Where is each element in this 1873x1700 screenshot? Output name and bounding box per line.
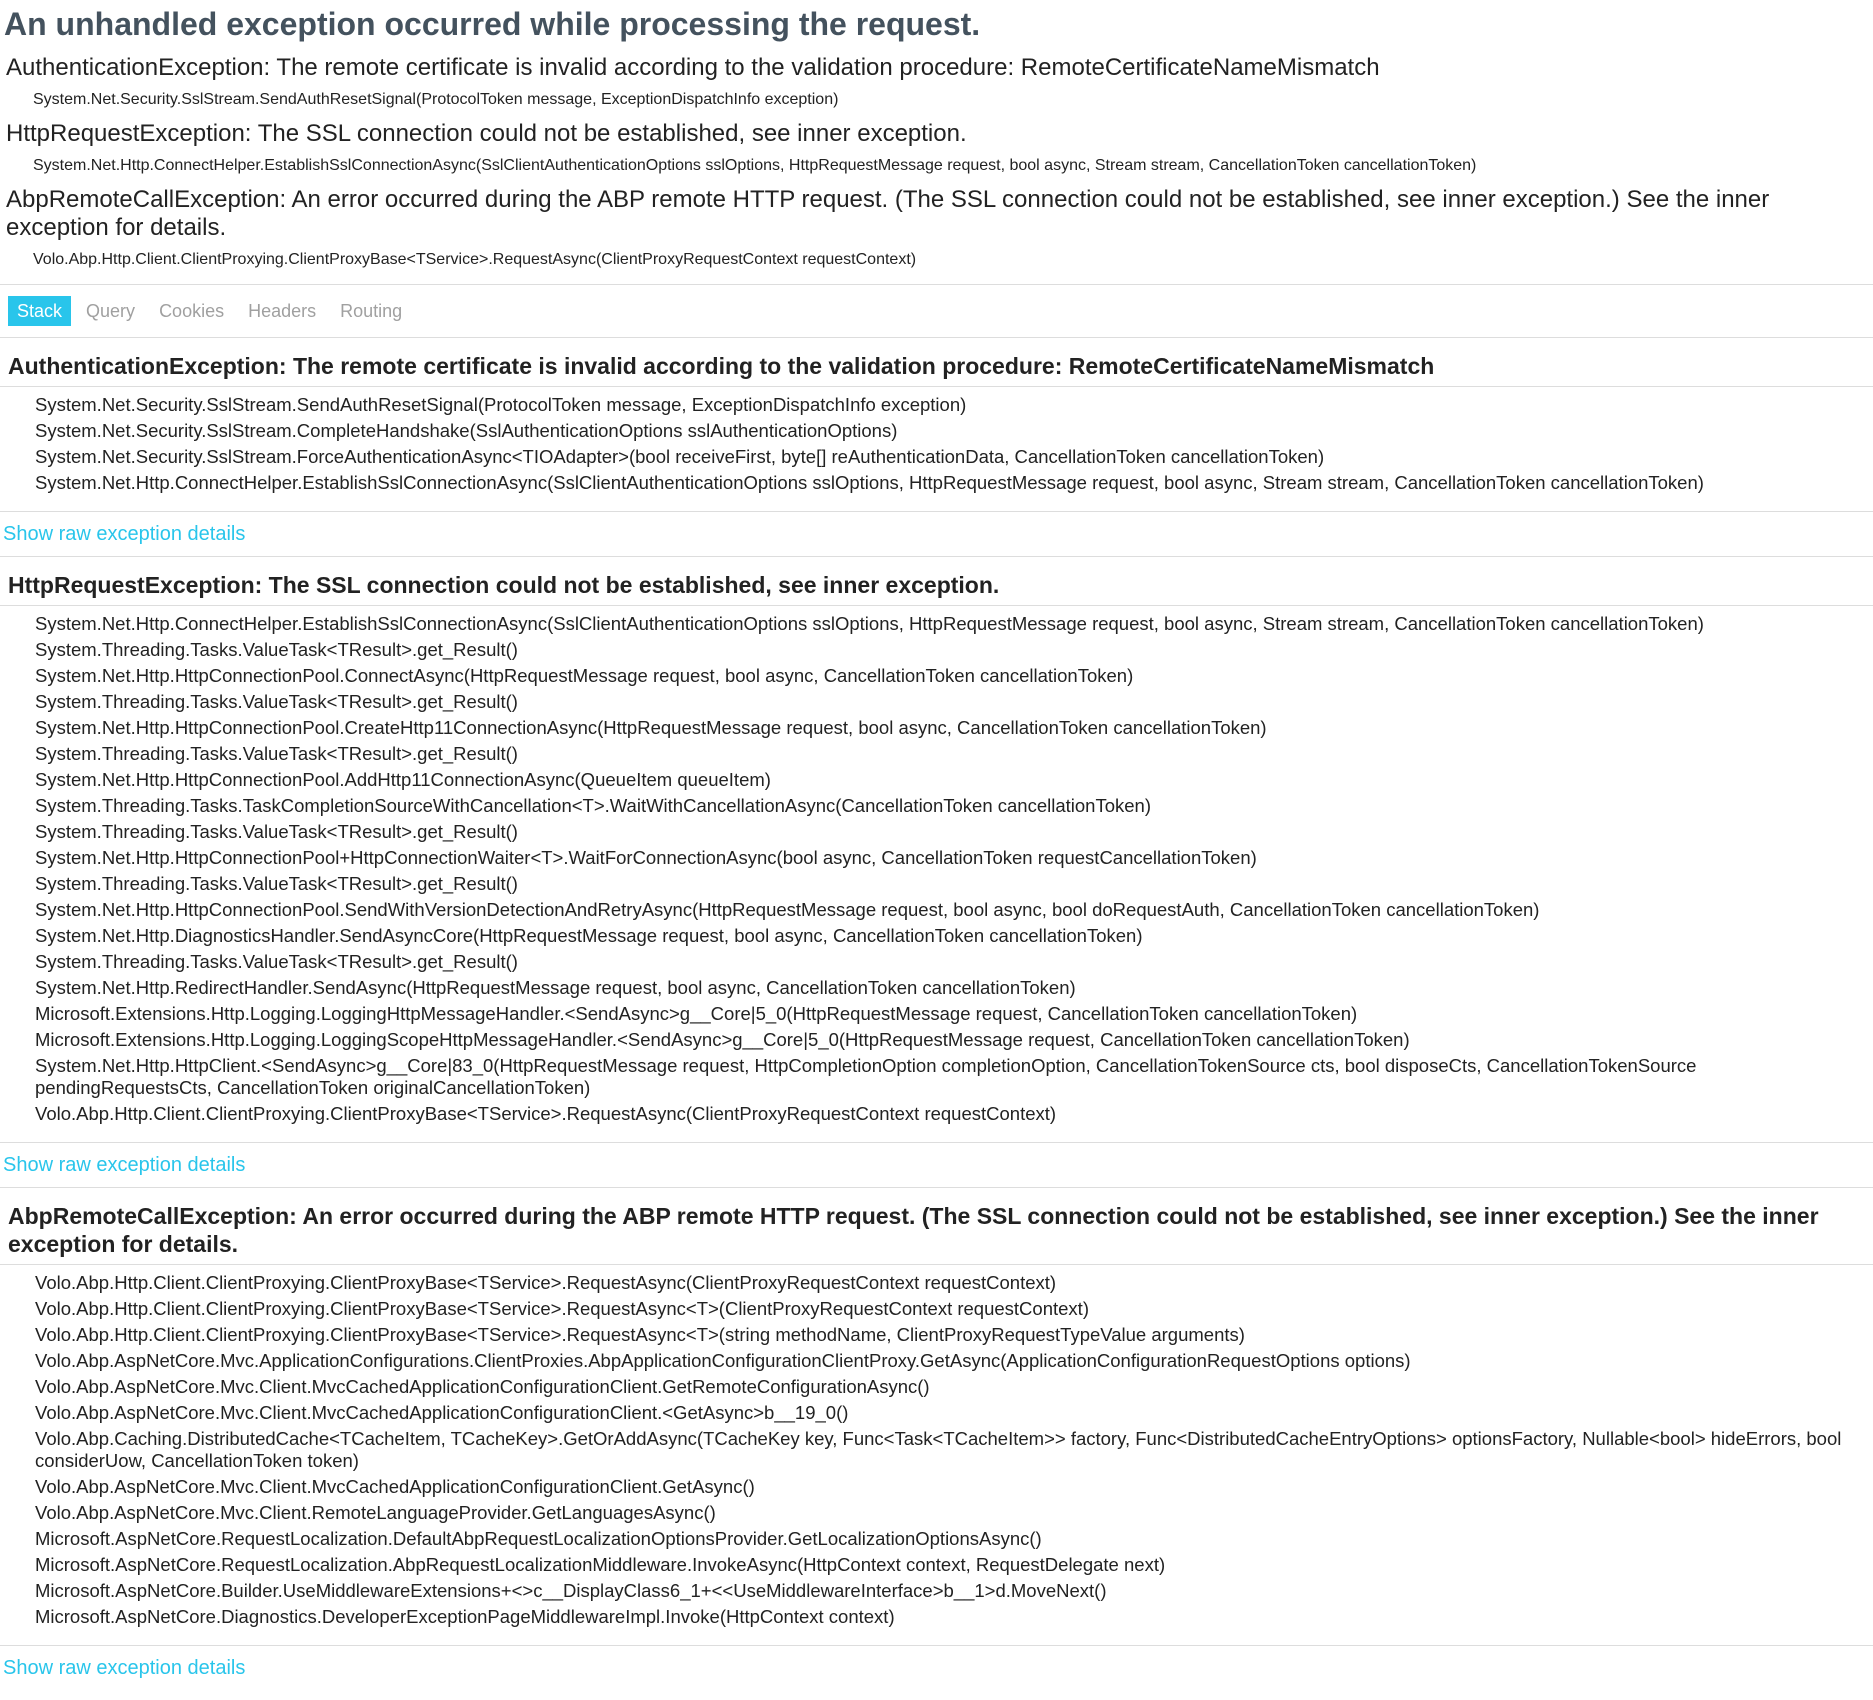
stack-frame[interactable]: System.Net.Http.ConnectHelper.EstablishSslConnectionAsync(SslClientAuthenticationOptions sslOptions, HttpRequestMessage request, bool async, Stream stream, CancellationToken cancellationToken) <box>35 613 1704 634</box>
stack-frame[interactable]: System.Net.Http.HttpConnectionPool.SendWithVersionDetectionAndRetryAsync(HttpRequestMessage request, bool async, bool doRequestAuth, CancellationToken cancellationToken) <box>35 899 1540 920</box>
stack-frame[interactable]: Volo.Abp.AspNetCore.Mvc.Client.MvcCachedApplicationConfigurationClient.GetRemoteConfigurationAsync() <box>35 1376 930 1397</box>
exception-heading: AbpRemoteCallException: An error occurred during the ABP remote HTTP request. (The SSL connection could not be established, see inner exception.) See the inner exception for details. <box>0 1202 1873 1265</box>
summary-location: Volo.Abp.Http.Client.ClientProxying.ClientProxyBase<TService>.RequestAsync(ClientProxyRequestContext requestContext) <box>33 251 917 268</box>
stack-frame[interactable]: Volo.Abp.AspNetCore.Mvc.Client.MvcCachedApplicationConfigurationClient.GetAsync() <box>35 1476 755 1497</box>
exception-heading: AuthenticationException: The remote certificate is invalid according to the validation procedure: RemoteCertificateNameMismatch <box>0 352 1873 387</box>
stack-frame[interactable]: System.Threading.Tasks.ValueTask<TResult>.get_Result() <box>35 951 518 972</box>
exception-section <box>0 352 1873 557</box>
tab-stack[interactable]: Stack <box>8 296 71 326</box>
stack-frame[interactable]: System.Threading.Tasks.ValueTask<TResult>.get_Result() <box>35 691 518 712</box>
stack-frame[interactable]: System.Threading.Tasks.ValueTask<TResult>.get_Result() <box>35 873 518 894</box>
stack-frame-list <box>0 1265 1873 1646</box>
page-title: An unhandled exception occurred while processing the request. <box>4 6 981 42</box>
exception-section <box>0 571 1873 1188</box>
stack-frame[interactable]: Volo.Abp.Http.Client.ClientProxying.ClientProxyBase<TService>.RequestAsync(ClientProxyRequestContext requestContext) <box>35 1103 1057 1124</box>
stack-frame[interactable]: Volo.Abp.AspNetCore.Mvc.Client.MvcCachedApplicationConfigurationClient.<GetAsync>b__19_0() <box>35 1402 849 1423</box>
stack-frame[interactable]: Volo.Abp.Http.Client.ClientProxying.ClientProxyBase<TService>.RequestAsync<T>(ClientProxyRequestContext requestContext) <box>35 1298 1089 1319</box>
stack-frame[interactable]: System.Net.Http.HttpClient.<SendAsync>g__Core|83_0(HttpRequestMessage request, HttpCompletionOption completionOption, CancellationTokenSource cts, bool disposeCts, CancellationTokenSource pendingRequestsCts, CancellationToken originalCancellationToken) <box>35 1055 1697 1098</box>
summary-message: AuthenticationException: The remote certificate is invalid according to the validation procedure: RemoteCertificateNameMismatch <box>6 54 1380 81</box>
stack-frame[interactable]: System.Net.Security.SslStream.CompleteHandshake(SslAuthenticationOptions sslAuthenticationOptions) <box>35 420 898 441</box>
stack-frame[interactable]: System.Net.Http.RedirectHandler.SendAsync(HttpRequestMessage request, bool async, CancellationToken cancellationToken) <box>35 977 1076 998</box>
stack-frame[interactable]: System.Net.Http.HttpConnectionPool.AddHttp11ConnectionAsync(QueueItem queueItem) <box>35 769 771 790</box>
stack-frame[interactable]: Microsoft.AspNetCore.RequestLocalization.DefaultAbpRequestLocalizationOptionsProvider.GetLocalizationOptionsAsync() <box>35 1528 1042 1549</box>
stack-frame[interactable]: Microsoft.Extensions.Http.Logging.LoggingScopeHttpMessageHandler.<SendAsync>g__Core|5_0(HttpRequestMessage request, CancellationToken cancellationToken) <box>35 1029 1410 1050</box>
stack-frame[interactable]: Volo.Abp.Http.Client.ClientProxying.ClientProxyBase<TService>.RequestAsync<T>(string methodName, ClientProxyRequestTypeValue arguments) <box>35 1324 1245 1345</box>
exception-section <box>0 1202 1873 1690</box>
tab-bar <box>0 284 1873 338</box>
stack-frame[interactable]: Volo.Abp.AspNetCore.Mvc.ApplicationConfigurations.ClientProxies.AbpApplicationConfigurationClientProxy.GetAsync(ApplicationConfigurationRequestOptions options) <box>35 1350 1411 1371</box>
stack-frame[interactable]: System.Threading.Tasks.ValueTask<TResult>.get_Result() <box>35 821 518 842</box>
stack-frame[interactable]: System.Threading.Tasks.ValueTask<TResult>.get_Result() <box>35 639 518 660</box>
stack-frame[interactable]: Microsoft.AspNetCore.Builder.UseMiddlewareExtensions+<>c__DisplayClass6_1+<<UseMiddlewareInterface>b__1>d.MoveNext() <box>35 1580 1107 1601</box>
stack-panel <box>0 352 1873 1690</box>
summary-location: System.Net.Http.ConnectHelper.EstablishSslConnectionAsync(SslClientAuthenticationOptions sslOptions, HttpRequestMessage request, bool async, Stream stream, CancellationToken cancellationToken) <box>33 157 1477 174</box>
tab-cookies[interactable]: Cookies <box>159 301 225 321</box>
tab-query[interactable]: Query <box>86 301 136 321</box>
stack-frame[interactable]: System.Net.Security.SslStream.ForceAuthenticationAsync<TIOAdapter>(bool receiveFirst, byte[] reAuthenticationData, CancellationToken cancellationToken) <box>35 446 1325 467</box>
stack-frame[interactable]: System.Net.Http.HttpConnectionPool+HttpConnectionWaiter<T>.WaitForConnectionAsync(bool async, CancellationToken requestCancellationToken) <box>35 847 1257 868</box>
exception-heading: HttpRequestException: The SSL connection could not be established, see inner exception. <box>0 571 1873 606</box>
stack-frame[interactable]: System.Net.Http.ConnectHelper.EstablishSslConnectionAsync(SslClientAuthenticationOptions sslOptions, HttpRequestMessage request, bool async, Stream stream, CancellationToken cancellationToken) <box>35 472 1704 493</box>
stack-frame-list <box>0 606 1873 1143</box>
show-raw-exception-link[interactable]: Show raw exception details <box>3 1657 246 1679</box>
summary-message: HttpRequestException: The SSL connection could not be established, see inner exception. <box>6 120 967 147</box>
summary-message: AbpRemoteCallException: An error occurred during the ABP remote HTTP request. (The SSL connection could not be established, see inner exception.) See the inner exception for details. <box>6 186 1770 241</box>
show-raw-exception-link[interactable]: Show raw exception details <box>0 1143 1873 1188</box>
tab-routing[interactable]: Routing <box>340 301 403 321</box>
stack-frame[interactable]: Volo.Abp.AspNetCore.Mvc.Client.RemoteLanguageProvider.GetLanguagesAsync() <box>35 1502 716 1523</box>
tab-headers[interactable]: Headers <box>248 301 317 321</box>
exception-summary <box>0 54 1873 270</box>
stack-frame[interactable]: System.Net.Security.SslStream.SendAuthResetSignal(ProtocolToken message, ExceptionDispatchInfo exception) <box>35 394 967 415</box>
stack-frame-list <box>0 387 1873 512</box>
stack-frame[interactable]: System.Net.Http.DiagnosticsHandler.SendAsyncCore(HttpRequestMessage request, bool async, CancellationToken cancellationToken) <box>35 925 1143 946</box>
stack-frame[interactable]: Volo.Abp.Http.Client.ClientProxying.ClientProxyBase<TService>.RequestAsync(ClientProxyRequestContext requestContext) <box>35 1272 1057 1293</box>
stack-frame[interactable]: System.Net.Http.HttpConnectionPool.CreateHttp11ConnectionAsync(HttpRequestMessage request, bool async, CancellationToken cancellationToken) <box>35 717 1267 738</box>
stack-frame[interactable]: Microsoft.AspNetCore.RequestLocalization.AbpRequestLocalizationMiddleware.InvokeAsync(HttpContext context, RequestDelegate next) <box>35 1554 1166 1575</box>
show-raw-exception-link[interactable]: Show raw exception details <box>0 512 1873 557</box>
stack-frame[interactable]: Microsoft.AspNetCore.Diagnostics.DeveloperExceptionPageMiddlewareImpl.Invoke(HttpContext context) <box>35 1606 895 1627</box>
summary-location: System.Net.Security.SslStream.SendAuthResetSignal(ProtocolToken message, ExceptionDispatchInfo exception) <box>33 91 839 108</box>
stack-frame[interactable]: System.Threading.Tasks.ValueTask<TResult>.get_Result() <box>35 743 518 764</box>
stack-frame[interactable]: Volo.Abp.Caching.DistributedCache<TCacheItem, TCacheKey>.GetOrAddAsync(TCacheKey key, Func<Task<TCacheItem>> factory, Func<DistributedCacheEntryOptions> optionsFactory, Nullable<bool> hideErrors, bool considerUow, CancellationToken token) <box>35 1428 1842 1471</box>
stack-frame[interactable]: Microsoft.Extensions.Http.Logging.LoggingHttpMessageHandler.<SendAsync>g__Core|5_0(HttpRequestMessage request, CancellationToken cancellationToken) <box>35 1003 1358 1024</box>
stack-frame[interactable]: System.Net.Http.HttpConnectionPool.ConnectAsync(HttpRequestMessage request, bool async, CancellationToken cancellationToken) <box>35 665 1134 686</box>
stack-frame[interactable]: System.Threading.Tasks.TaskCompletionSourceWithCancellation<T>.WaitWithCancellationAsync(CancellationToken cancellationToken) <box>35 795 1151 816</box>
